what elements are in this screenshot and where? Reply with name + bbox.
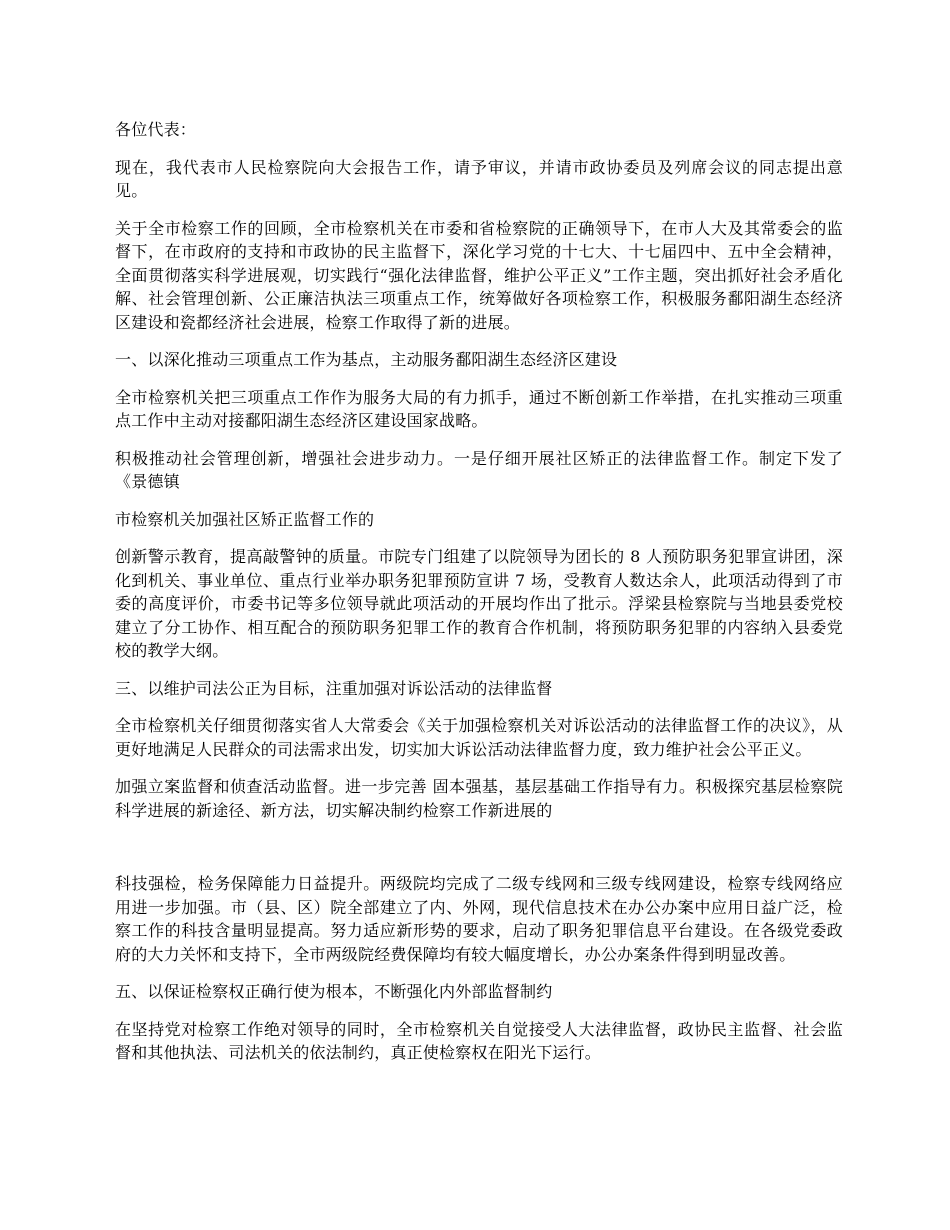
- section-3-paragraph: 全市检察机关仔细贯彻落实省人大常委会《关于加强检察机关对诉讼活动的法律监督工作的决议》，从更好地满足人民群众的司法需求出发，切实加大诉讼活动法律监督力度，致力维护社会公平正义。: [115, 716, 843, 759]
- warning-education-paragraph: 创新警示教育，提高敲警钟的质量。市院专门组建了以院领导为团长的 8 人预防职务犯罪宣讲团，深化到机关、事业单位、重点行业举办职务犯罪预防宣讲 7 场，受教育人数达余人，此项活动得到了市委的高度评价，市委书记等多位领导就此项活动的开展均作出了批示。浮梁县检察院与当地县委党校建立了分工协作、相互配合的预防职务犯罪工作的教育合作机制，将预防职务犯罪的内容纳入县委党校的教学大纲。: [115, 547, 843, 660]
- section-heading-3: 三、以维护司法公正为目标，注重加强对诉讼活动的法律监督: [115, 678, 553, 698]
- salutation: 各位代表：: [115, 120, 197, 139]
- case-supervision-paragraph: 加强立案监督和侦查活动监督。进一步完善 固本强基，基层基础工作指导有力。积极探究基层检察院科学进展的新途径、新方法，切实解决制约检察工作新进展的: [115, 777, 843, 820]
- section-1-paragraph: 全市检察机关把三项重点工作作为服务大局的有力抓手，通过不断创新工作举措，在扎实推动三项重点工作中主动对接鄱阳湖生态经济区建设国家战略。: [115, 387, 843, 430]
- intro-paragraph: 现在，我代表市人民检察院向大会报告工作，请予审议，并请市政协委员及列席会议的同志提出意见。: [115, 157, 843, 200]
- review-paragraph: 关于全市检察工作的回顾，全市检察机关在市委和省检察院的正确领导下，在市人大及其常委会的监督下，在市政府的支持和市政协的民主监督下，深化学习党的十七大、十七届四中、五中全会精神，全面贯彻落实科学进展观，切实践行“强化法律监督，维护公平正义”工作主题，突出抓好社会矛盾化解、社会管理创新、公正廉洁执法三项重点工作，统筹做好各项检察工作，积极服务鄱阳湖生态经济区建设和瓷都经济社会进展，检察工作取得了新的进展。: [115, 218, 843, 332]
- social-management-paragraph: 积极推动社会管理创新，增强社会进步动力。一是仔细开展社区矫正的法律监督工作。制定下发了《景德镇: [115, 448, 843, 491]
- technology-paragraph: 科技强检，检务保障能力日益提升。两级院均完成了二级专线网和三级专线网建设，检察专线网络应用进一步加强。市（县、区）院全部建立了内、外网，现代信息技术在办公办案中应用日益广泛，检察工作的科技含量明显提高。努力适应新形势的要求，启动了职务犯罪信息平台建设。在各级党委政府的大力关怀和支持下，全市两级院经费保障均有较大幅度增长，办公办案条件得到明显改善。: [115, 874, 843, 964]
- section-heading-1: 一、以深化推动三项重点工作为基点，主动服务鄱阳湖生态经济区建设: [115, 350, 618, 369]
- community-correction-fragment: 市检察机关加强社区矫正监督工作的: [115, 509, 375, 529]
- section-5-paragraph: 在坚持党对检察工作绝对领导的同时，全市检察机关自觉接受人大法律监督，政协民主监督、社会监督和其他执法、司法机关的依法制约，真正使检察权在阳光下运行。: [115, 1019, 843, 1062]
- document-page: [115, 118, 843, 1079]
- blank-gap: [115, 836, 843, 872]
- section-heading-5: 五、以保证检察权正确行使为根本，不断强化内外部监督制约: [115, 982, 553, 1001]
